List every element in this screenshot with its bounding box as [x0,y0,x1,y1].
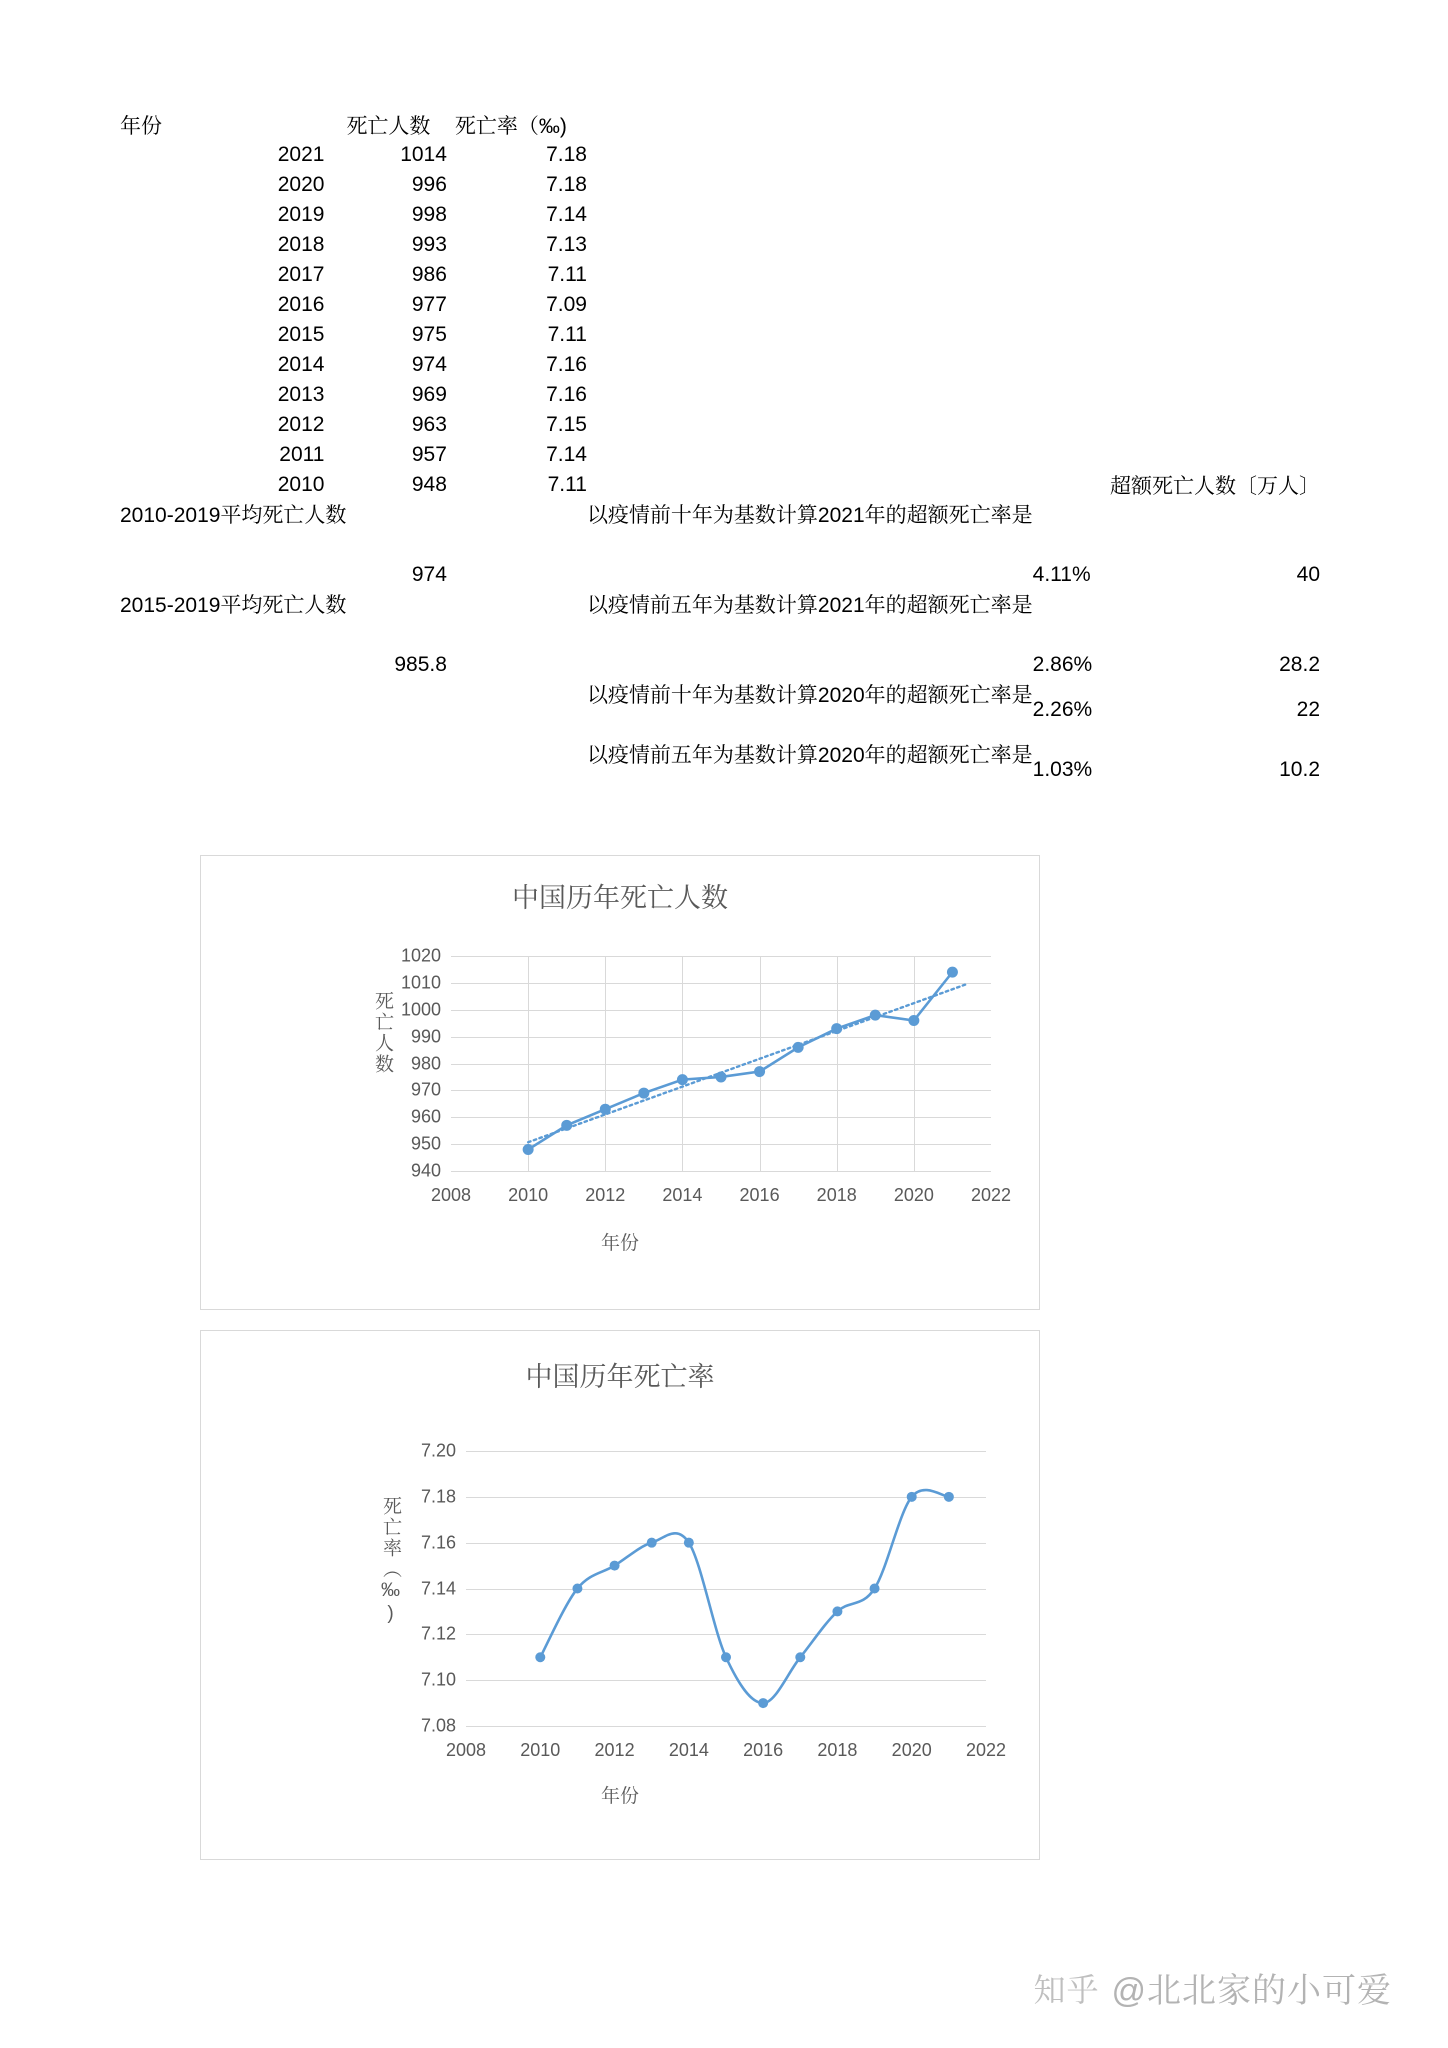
cell-rate: 7.11 [547,263,587,286]
data-point-marker [677,1074,688,1085]
series-line [540,1490,949,1703]
summary-note: 以疫情前五年为基数计算2020年的超额死亡率是 [586,744,1033,767]
cell-deaths: 969 [411,383,447,406]
cell-deaths: 974 [411,353,447,376]
rate-series [466,1451,986,1726]
col-header-rate: 死亡率（‰) [454,115,567,138]
table-row [120,260,1320,290]
cell-deaths: 998 [411,203,447,226]
cell-deaths: 975 [411,323,447,346]
cell-year: 2020 [277,173,325,196]
watermark [1033,1963,1392,2012]
data-point-marker [684,1538,694,1548]
chart2-y-axis-label: 死亡率（‰) [380,1496,401,1626]
table-row [120,230,1320,260]
summary-excess: 40 [1296,563,1320,586]
chart1-x-axis-label: 年份 [600,1233,639,1254]
mortality-table [120,110,1320,800]
summary-label: 2015-2019平均死亡人数 [120,594,347,617]
y-axis-tick-label: 7.10 [420,1669,456,1690]
x-axis-line [466,1726,986,1727]
y-axis-tick-label: 7.18 [420,1486,456,1507]
summary-note: 以疫情前十年为基数计算2020年的超额死亡率是 [586,684,1033,707]
table-row [120,380,1320,410]
cell-deaths: 986 [411,263,447,286]
data-point-marker [832,1606,842,1616]
chart-death-rate [200,1330,1040,1860]
table-row [120,470,1320,500]
table-header-row [120,110,1320,140]
col-header-deaths: 死亡人数 [346,115,431,138]
data-point-marker [716,1071,727,1082]
col-header-note-blank [587,110,1033,140]
summary-row [120,590,1320,620]
chart1-plot-area [400,945,1012,1205]
summary-note: 以疫情前五年为基数计算2021年的超额死亡率是 [586,594,1033,617]
cell-deaths: 993 [411,233,447,256]
x-axis-tick-label: 2018 [816,1185,857,1205]
summary-excess: 28.2 [1279,653,1320,676]
chart2-x-axis-label: 年份 [600,1786,639,1807]
summary-label: 2010-2019平均死亡人数 [120,504,347,527]
cell-year: 2010 [277,473,325,496]
col-header-year: 年份 [120,115,162,138]
data-point-marker [572,1584,582,1594]
cell-rate: 7.09 [546,293,587,316]
y-axis-tick-label: 7.12 [420,1623,456,1644]
table-row [120,320,1320,350]
table-row [120,170,1320,200]
x-axis-tick-label: 2014 [662,1185,703,1205]
x-axis-tick-label: 2022 [965,1740,1007,1760]
data-point-marker [561,1120,572,1131]
cell-rate: 7.14 [546,443,587,466]
cell-deaths: 1014 [400,143,447,166]
x-axis-tick-label: 2010 [520,1740,561,1760]
y-axis-tick-label: 980 [410,1053,441,1073]
table-row [120,350,1320,380]
summary-pct: 1.03% [1032,758,1093,781]
table-row [120,140,1320,170]
cell-year: 2017 [277,263,325,286]
y-axis-tick-label: 940 [410,1160,441,1181]
y-axis-tick-label: 1020 [400,945,441,966]
cell-deaths: 977 [411,293,447,316]
cell-year: 2012 [277,413,325,436]
summary-value: 974 [411,563,447,586]
data-point-marker [947,967,958,978]
y-axis-tick-label: 7.08 [420,1715,456,1736]
x-axis-tick-label: 2008 [445,1740,487,1760]
data-point-marker [535,1652,545,1662]
data-point-marker [638,1088,649,1099]
zhihu-logo-icon: 知乎 [1033,1971,1100,2008]
data-point-marker [721,1652,731,1662]
y-axis-tick-label: 950 [410,1133,441,1154]
cell-rate: 7.18 [546,173,587,196]
cell-year: 2019 [277,203,325,226]
data-table-block [120,110,1320,800]
watermark-text: @北北家的小可爱 [1111,1972,1392,2010]
y-axis-tick-label: 7.16 [420,1532,456,1553]
chart1-title: 中国历年死亡人数 [512,883,728,913]
x-axis-line [451,1171,991,1172]
summary-excess: 22 [1296,698,1320,721]
cell-year: 2015 [277,323,325,346]
data-point-marker [600,1104,611,1115]
x-axis-tick-label: 2016 [739,1185,780,1205]
summary-row [120,680,1320,710]
table-row [120,290,1320,320]
y-axis-tick-label: 7.20 [420,1440,456,1461]
x-axis-tick-label: 2012 [594,1740,635,1760]
col-header-excess-blank [1110,110,1320,140]
cell-rate: 7.13 [546,233,587,256]
data-point-marker [758,1698,768,1708]
cell-deaths: 948 [411,473,447,496]
chart2-plot-area [420,1440,1007,1760]
cell-rate: 7.16 [546,353,587,376]
cell-year: 2018 [277,233,325,256]
y-axis-tick-label: 1010 [400,972,441,993]
x-axis-tick-label: 2016 [743,1740,784,1760]
table-row [120,200,1320,230]
data-point-marker [647,1538,657,1548]
cell-rate: 7.11 [547,323,587,346]
data-point-marker [944,1492,954,1502]
x-axis-tick-label: 2008 [430,1185,472,1205]
x-axis-tick-label: 2020 [891,1740,932,1760]
x-axis-tick-label: 2020 [893,1185,934,1205]
chart2-title: 中国历年死亡率 [525,1362,715,1392]
y-axis-tick-label: 990 [410,1026,441,1047]
x-axis-tick-label: 2022 [970,1185,1012,1205]
trendline [528,984,968,1143]
x-axis-tick-label: 2010 [508,1185,549,1205]
y-axis-tick-label: 960 [410,1106,441,1127]
data-point-marker [870,1010,881,1021]
x-axis-tick-label: 2014 [668,1740,709,1760]
cell-year: 2014 [277,353,325,376]
x-axis-tick-label: 2018 [817,1740,858,1760]
data-point-marker [907,1492,917,1502]
series-line [528,972,952,1149]
summary-note: 以疫情前十年为基数计算2021年的超额死亡率是 [586,504,1033,527]
cell-year: 2016 [277,293,325,316]
cell-rate: 7.14 [546,203,587,226]
cell-deaths: 957 [411,443,447,466]
data-point-marker [908,1015,919,1026]
data-point-marker [831,1023,842,1034]
cell-rate: 7.15 [546,413,587,436]
excess-deaths-header: 超额死亡人数〔万人〕 [1109,475,1320,498]
summary-row [120,740,1320,770]
summary-excess: 10.2 [1279,758,1320,781]
cell-deaths: 996 [411,173,447,196]
cell-year: 2011 [279,443,325,466]
data-point-marker [610,1561,620,1571]
cell-deaths: 963 [411,413,447,436]
col-header-pct-blank [1033,110,1110,140]
cell-year: 2013 [277,383,325,406]
y-axis-tick-label: 1000 [400,999,441,1020]
cell-year: 2021 [277,143,325,166]
data-point-marker [793,1042,804,1053]
table-row [120,410,1320,440]
summary-value: 985.8 [394,653,447,676]
data-point-marker [754,1066,765,1077]
cell-rate: 7.18 [546,143,587,166]
summary-pct: 2.26% [1032,698,1093,721]
data-point-marker [795,1652,805,1662]
summary-pct: 2.86% [1032,653,1093,676]
cell-rate: 7.11 [547,473,587,496]
y-axis-tick-label: 970 [410,1079,441,1100]
data-point-marker [870,1584,880,1594]
chart1-y-axis-label: 死亡人数 [372,991,393,1075]
y-axis-tick-label: 7.14 [420,1578,456,1598]
chart-deaths-count [200,855,1040,1310]
cell-rate: 7.16 [546,383,587,406]
x-axis-tick-label: 2012 [585,1185,626,1205]
summary-pct: 4.11% [1032,563,1091,586]
data-point-marker [523,1144,534,1155]
summary-row [120,500,1320,530]
deaths-series [451,956,991,1171]
table-row [120,440,1320,470]
